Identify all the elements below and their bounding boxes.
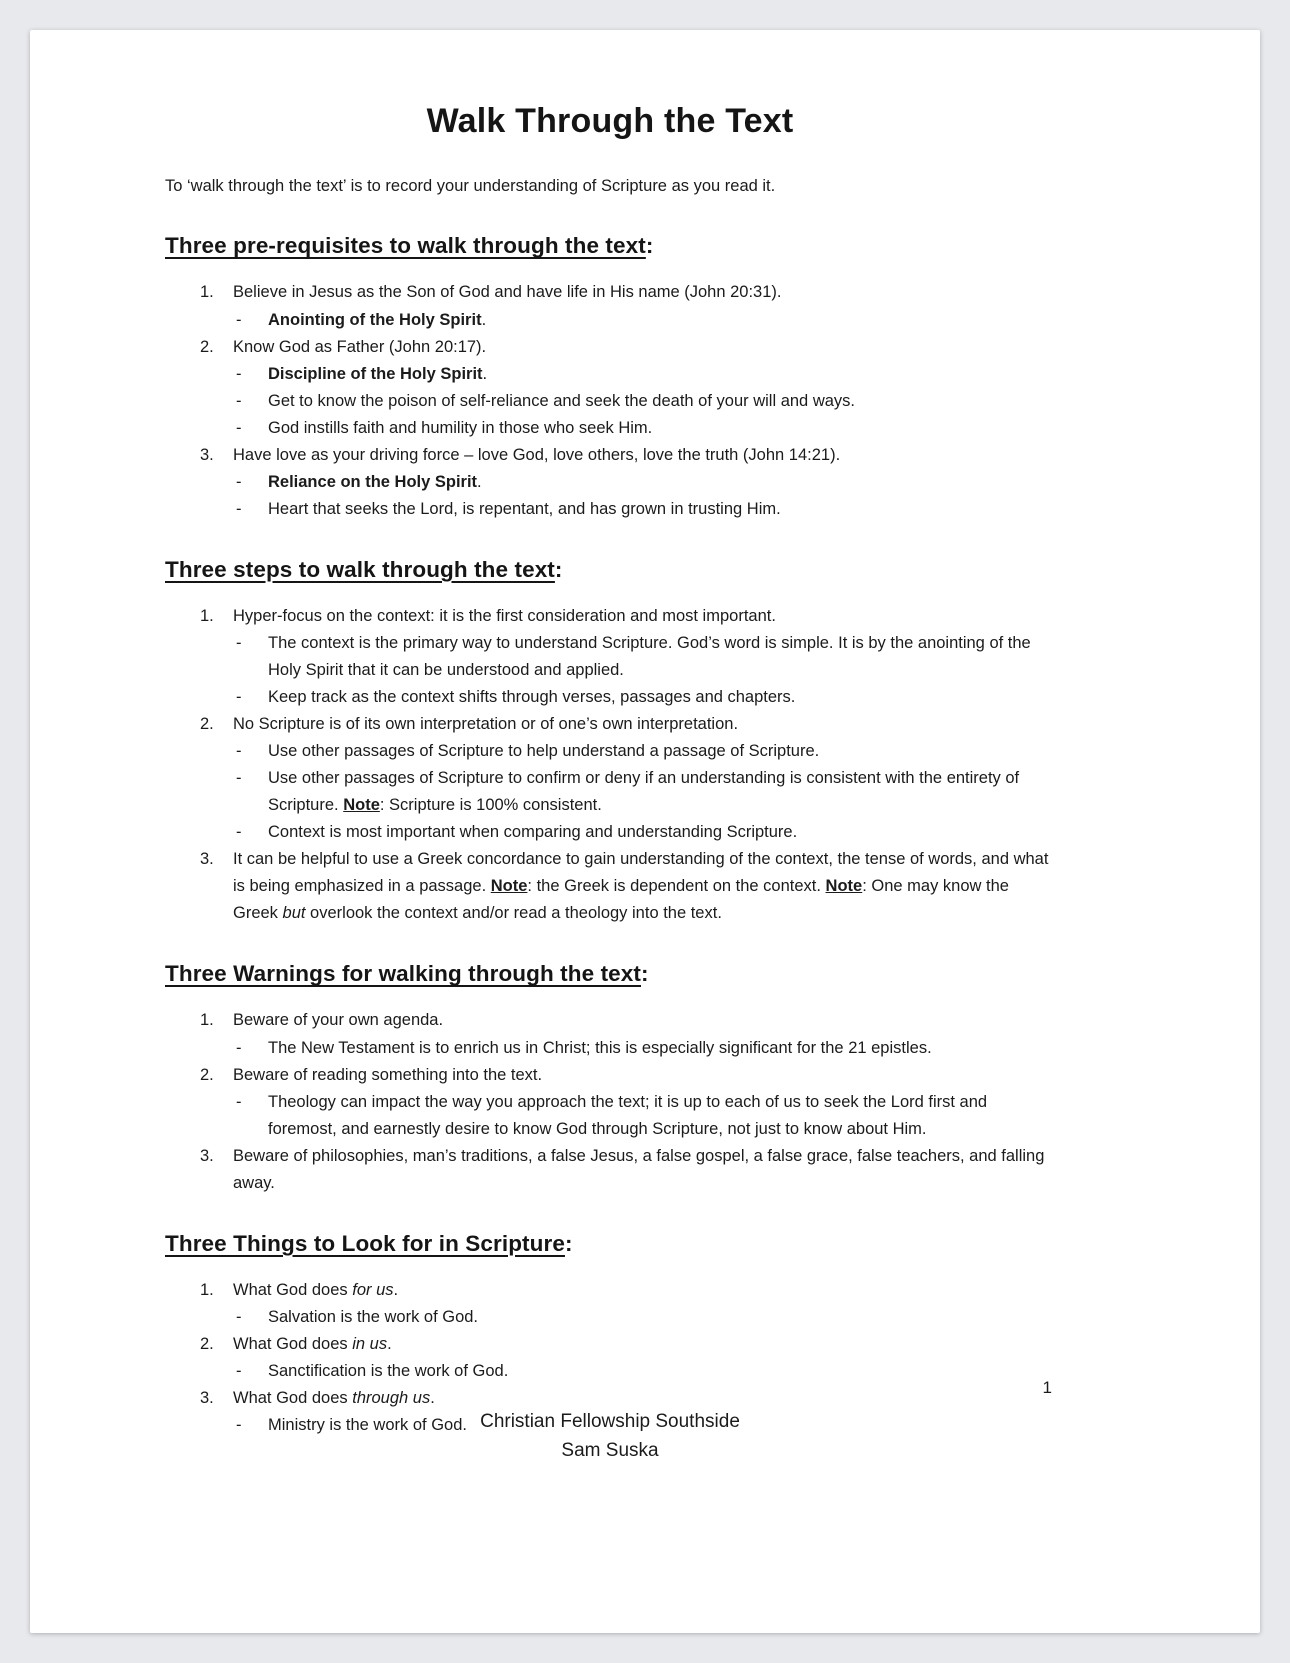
list-text (268, 684, 1055, 711)
text-segment: Theology can impact the way you approach the text; it is up to each of us to seek the Lord first and foremost, and earnestly desire to know God through Scripture, not just to know about Him. (268, 1092, 988, 1138)
list-marker: 3. (200, 445, 214, 464)
list-marker: 2. (200, 337, 214, 356)
text-segment: Beware of philosophies, man’s traditions, a false Jesus, a false gospel, a false grace, false teachers, and falling away. (233, 1146, 1045, 1192)
list-marker: 3. (200, 850, 214, 869)
text-segment: Note (490, 877, 528, 896)
text-segment: What God does (233, 1334, 353, 1353)
text-segment: What God does (233, 1388, 353, 1407)
list-text (268, 765, 1055, 819)
section-heading-colon: : (554, 556, 563, 582)
text-segment: Believe in Jesus as the Son of God and have life in His name (John 20:31). (233, 283, 782, 302)
list-marker: - (236, 1416, 242, 1435)
list-marker: 1. (200, 1011, 214, 1030)
section-heading-colon: : (641, 961, 649, 987)
page-number: 1 (1042, 1378, 1052, 1397)
list-item (165, 279, 1055, 306)
list-item (165, 1277, 1055, 1304)
sub-list-item (165, 361, 1055, 388)
section-heading-colon: : (645, 233, 654, 259)
text-segment: God instills faith and humility in those who seek Him. (268, 418, 653, 437)
text-segment: Ministry is the work of God. (268, 1416, 467, 1435)
list-marker: - (236, 742, 242, 761)
list-item (165, 1007, 1055, 1034)
sub-list-item (165, 765, 1055, 819)
text-segment: . (393, 1280, 399, 1299)
document-page (30, 30, 1260, 1633)
section-list (165, 279, 1055, 522)
footer-organization: Christian Fellowship Southside (480, 1411, 740, 1432)
text-segment: Have love as your driving force – love God, love others, love the truth (John 14:21). (233, 445, 841, 464)
sub-list-item (165, 738, 1055, 765)
text-segment: : Scripture is 100% consistent. (379, 796, 602, 815)
section (165, 233, 1055, 522)
sub-list-item (165, 469, 1055, 496)
text-segment: Use other passages of Scripture to confirm or deny if an understanding is consistent with the entirety of Scripture. (268, 769, 1020, 815)
text-segment: Anointing of the Holy Spirit (268, 310, 482, 329)
sections (165, 233, 1055, 1439)
text-segment: for us (352, 1280, 394, 1299)
text-segment: . (477, 472, 482, 491)
section-heading (165, 233, 1055, 259)
sub-list-item (165, 1089, 1055, 1143)
footer-author: Sam Suska (561, 1439, 659, 1461)
sub-list-item (165, 307, 1055, 334)
list-marker: - (236, 1361, 242, 1380)
list-marker: - (236, 688, 242, 707)
section (165, 961, 1055, 1196)
text-segment: Keep track as the context shifts through verses, passages and chapters. (268, 688, 796, 707)
sub-list-item (165, 1035, 1055, 1062)
text-segment: . (482, 364, 488, 383)
list-text (233, 603, 1055, 630)
list-marker: 2. (200, 715, 214, 734)
text-segment: What God does (233, 1280, 353, 1299)
section-heading-text: Three Warnings for walking through the text (165, 961, 641, 987)
list-item (165, 1143, 1055, 1197)
list-marker: - (236, 1038, 242, 1057)
text-segment: Sanctification is the work of God. (268, 1361, 509, 1380)
text-segment: Get to know the poison of self-reliance and seek the death of your will and ways. (268, 391, 855, 410)
list-marker: 2. (200, 1065, 214, 1084)
list-text (268, 1035, 1055, 1062)
text-segment: It can be helpful to use a Greek concordance to gain understanding of the context, the tense of words, and what is being emphasized in a passage. (233, 850, 1049, 896)
section-heading-text: Three Things to Look for in Scripture (165, 1230, 565, 1256)
text-segment: Beware of reading something into the text. (233, 1065, 543, 1084)
text-segment: Hyper-focus on the context: it is the first consideration and most important. (233, 606, 776, 625)
list-text (268, 415, 1055, 442)
text-segment: : One may know the Greek (233, 877, 1009, 923)
list-text (268, 307, 1055, 334)
text-segment: Note (343, 796, 380, 815)
list-text (233, 1143, 1055, 1197)
text-segment: Use other passages of Scripture to help understand a passage of Scripture. (268, 742, 820, 761)
sub-list-item (165, 415, 1055, 442)
text-segment: Salvation is the work of God. (268, 1307, 479, 1326)
list-text (233, 442, 1055, 469)
list-item (165, 1331, 1055, 1358)
list-marker: - (236, 472, 242, 491)
text-segment: The New Testament is to enrich us in Christ; this is especially significant for the 21 epistles. (268, 1038, 932, 1057)
sub-list-item (165, 1358, 1055, 1385)
page-title: Walk Through the Text (426, 102, 794, 140)
list-marker: 2. (200, 1334, 214, 1353)
list-marker: - (236, 364, 242, 383)
list-item (165, 603, 1055, 630)
text-segment: . (481, 310, 487, 329)
list-marker: 1. (200, 1280, 214, 1299)
section-heading (165, 557, 1055, 583)
section-list (165, 603, 1055, 928)
list-item (165, 442, 1055, 469)
text-segment: Discipline of the Holy Spirit (268, 364, 483, 383)
list-marker: 3. (200, 1146, 214, 1165)
list-marker: - (236, 1307, 242, 1326)
text-segment: Know God as Father (John 20:17). (233, 337, 487, 356)
list-text (268, 1304, 1055, 1331)
sub-list-item (165, 1304, 1055, 1331)
text-segment: The context is the primary way to understand Scripture. God’s word is simple. It is by the anointing of the Holy Spirit that it can be understood and applied. (268, 633, 1031, 679)
list-marker: - (236, 823, 242, 842)
page-number-row (1043, 1378, 1052, 1398)
list-text (268, 1358, 1055, 1385)
text-segment: : the Greek is dependent on the context. (527, 877, 826, 896)
section-heading (165, 961, 1055, 987)
list-item (165, 334, 1055, 361)
list-marker: 1. (200, 283, 214, 302)
section-heading-colon: : (564, 1230, 573, 1256)
section-heading-text: Three pre-requisites to walk through the text (165, 233, 646, 259)
text-segment: Heart that seeks the Lord, is repentant, and has grown in trusting Him. (268, 499, 781, 518)
footer (165, 1408, 1055, 1465)
text-segment: Context is most important when comparing and understanding Scripture. (268, 823, 798, 842)
text-segment: but (282, 904, 306, 923)
text-segment: Reliance on the Holy Spirit (268, 472, 478, 491)
text-segment: in us (352, 1334, 388, 1353)
list-text (233, 1007, 1055, 1034)
list-item (165, 1062, 1055, 1089)
list-text (233, 846, 1055, 927)
section (165, 557, 1055, 928)
text-segment: Beware of your own agenda. (233, 1011, 444, 1030)
list-text (233, 1277, 1055, 1304)
text-segment: . (430, 1388, 435, 1407)
intro-paragraph: To ‘walk through the text’ is to record your understanding of Scripture as you read it. (165, 177, 776, 196)
text-segment: through us (352, 1388, 431, 1407)
sub-list-item (165, 684, 1055, 711)
text-segment: overlook the context and/or read a theology into the text. (305, 904, 722, 923)
list-text (233, 711, 1055, 738)
list-text (233, 1331, 1055, 1358)
sub-list-item (165, 819, 1055, 846)
list-marker: - (236, 769, 242, 788)
list-text (268, 469, 1055, 496)
list-text (233, 334, 1055, 361)
list-marker: - (236, 499, 242, 518)
list-marker: - (236, 391, 242, 410)
list-item (165, 846, 1055, 927)
text-segment: . (387, 1334, 392, 1353)
list-text (268, 1089, 1055, 1143)
text-segment: Note (825, 877, 863, 896)
sub-list-item (165, 630, 1055, 684)
list-marker: - (236, 1092, 242, 1111)
sub-list-item (165, 388, 1055, 415)
list-marker: - (236, 418, 242, 437)
text-segment: No Scripture is of its own interpretation or of one’s own interpretation. (233, 715, 739, 734)
list-marker: 3. (200, 1388, 214, 1407)
section-list (165, 1007, 1055, 1196)
list-text (268, 496, 1055, 523)
section-heading-text: Three steps to walk through the text (165, 556, 555, 582)
list-text (268, 738, 1055, 765)
list-marker: - (236, 310, 242, 329)
list-text (233, 1062, 1055, 1089)
list-text (268, 819, 1055, 846)
list-text (268, 388, 1055, 415)
list-marker: 1. (200, 606, 214, 625)
list-item (165, 711, 1055, 738)
sub-list-item (165, 496, 1055, 523)
list-text (268, 361, 1055, 388)
list-text (233, 279, 1055, 306)
list-text (268, 630, 1055, 684)
list-marker: - (236, 633, 242, 652)
section-heading (165, 1231, 1055, 1257)
